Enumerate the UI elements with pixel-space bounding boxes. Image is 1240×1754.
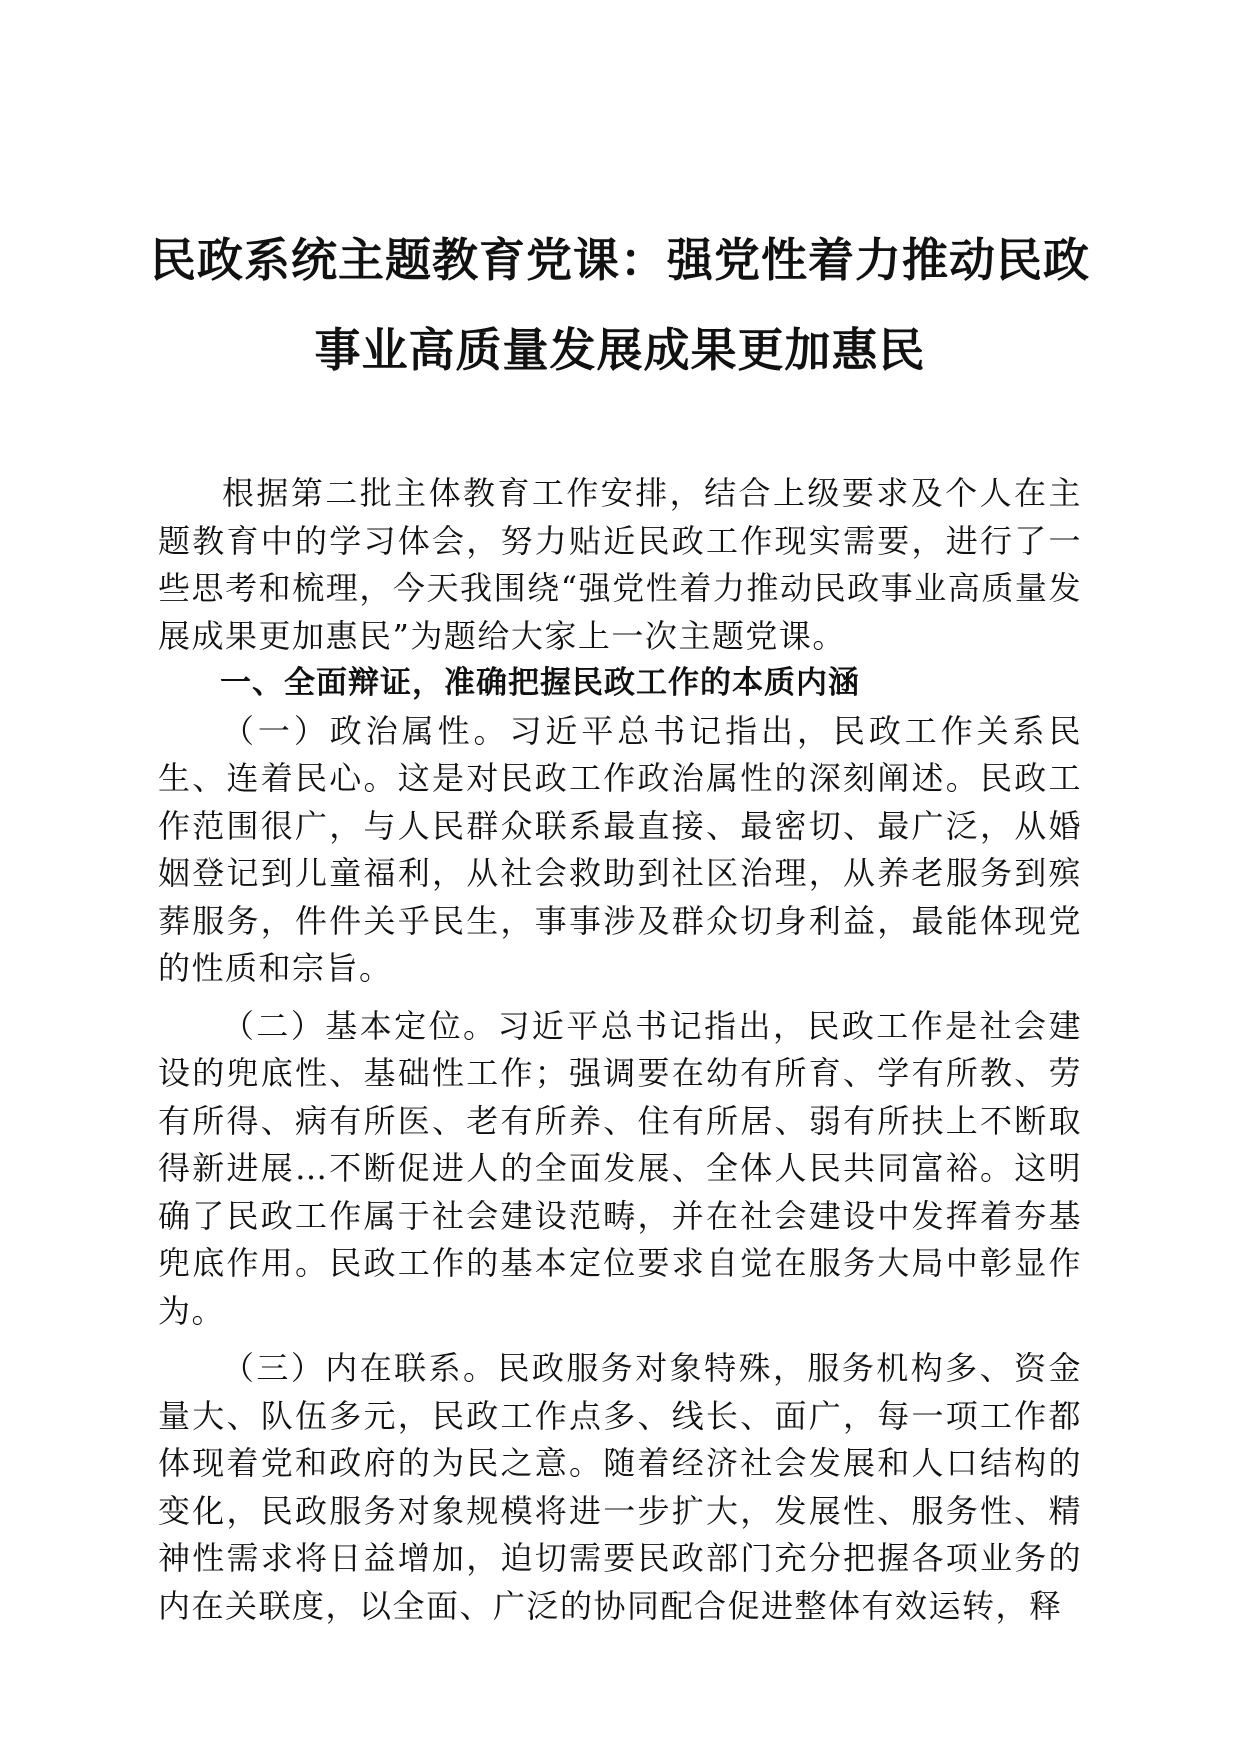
section-1-heading: 一、全面辩证，准确把握民政工作的本质内涵 <box>220 665 860 701</box>
subsection-1-paragraph: （一）政治属性。习近平总书记指出，民政工作关系民生、连着民心。这是对民政工作政治属性的深刻阐述。民政工作范围很广，与人民群众联系最直接、最密切、最广泛，从婚姻登记到儿童福利，从社会救助到社区治理，从养老服务到殡葬服务，件件关乎民生，事事涉及群众切身利益，最能体现党的性质和宗旨。 <box>158 711 1082 987</box>
title-line-1: 民政系统主题教育党课：强党性着力推动民政 <box>150 233 1090 287</box>
document-title <box>150 215 1090 395</box>
subsection-3-paragraph: （三）内在联系。民政服务对象特殊，服务机构多、资金量大、队伍多元，民政工作点多、线长、面广，每一项工作都体现着党和政府的为民之意。随着经济社会发展和人口结构的变化，民政服务对象规模将进一步扩大，发展性、服务性、精神性需求将日益增加，迫切需要民政部门充分把握各项业务的内在关联度，以全面、广泛的协同配合促进整体有效运转，释 <box>158 1349 1082 1625</box>
document-body <box>158 470 1082 1630</box>
intro-paragraph: 根据第二批主体教育工作安排，结合上级要求及个人在主题教育中的学习体会，努力贴近民政工作现实需要，进行了一些思考和梳理，今天我围绕“强党性着力推动民政事业高质量发展成果更加惠民”为题给大家上一次主题党课。 <box>158 474 1082 655</box>
title-line-2: 事业高质量发展成果更加惠民 <box>314 323 926 377</box>
subsection-2-paragraph: （二）基本定位。习近平总书记指出，民政工作是社会建设的兜底性、基础性工作；强调要在幼有所育、学有所教、劳有所得、病有所医、老有所养、住有所居、弱有所扶上不断取得新进展…不断促进人的全面发展、全体人民共同富裕。这明确了民政工作属于社会建设范畴，并在社会建设中发挥着夯基兜底作用。民政工作的基本定位要求自觉在服务大局中彰显作为。 <box>158 1006 1082 1330</box>
